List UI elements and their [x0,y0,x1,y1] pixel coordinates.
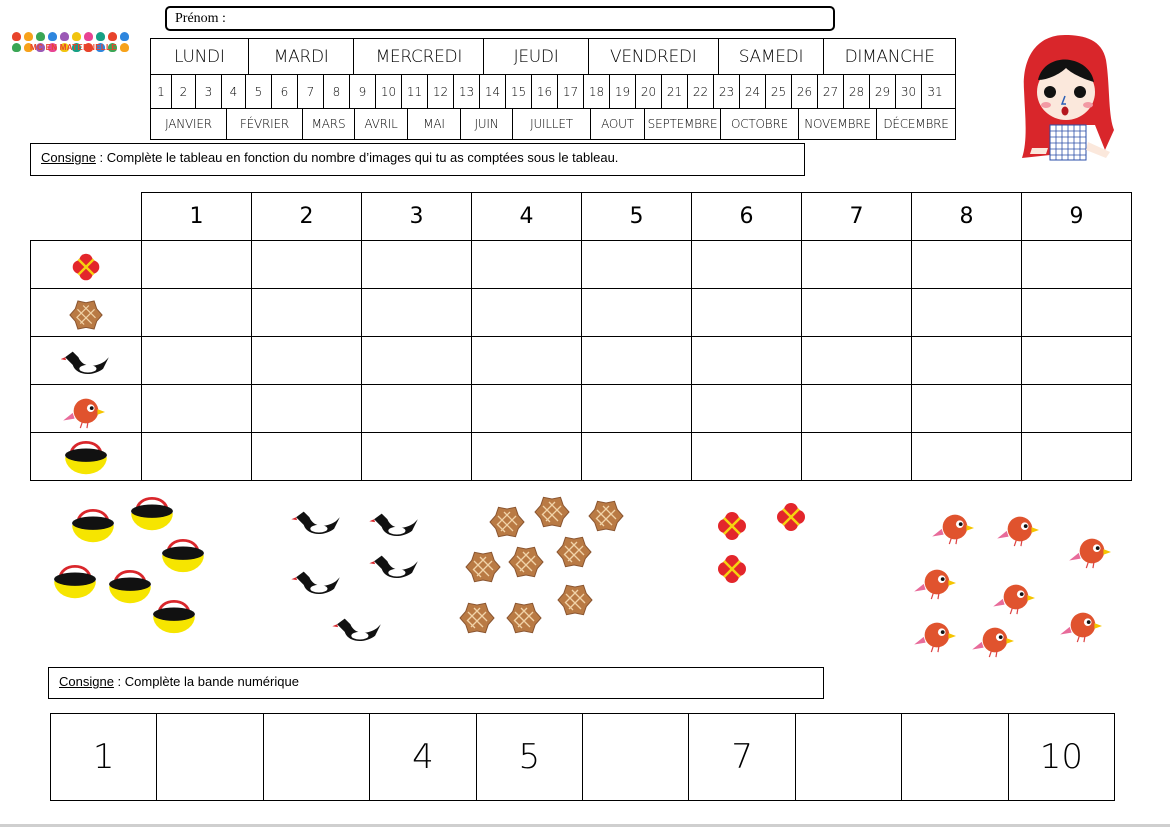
calendar-date: 13 [454,75,480,108]
strip-empty-cell[interactable] [264,714,370,800]
hand-print-icon [48,32,57,41]
column-header: 6 [691,192,802,241]
calendar-months-row [151,109,955,139]
calendar-date: 27 [818,75,844,108]
red-bird-icon [972,628,1014,657]
calendar-day: JEUDI [484,39,589,74]
calendar-date: 3 [196,75,222,108]
answer-cell[interactable] [361,432,472,481]
answer-cell[interactable] [361,288,472,337]
calendar-month: MAI [408,109,461,139]
cookie-icon [558,585,592,614]
answer-cell[interactable] [361,384,472,433]
calendar-date: 29 [870,75,896,108]
row-label [30,240,142,289]
hand-print-icon [60,32,69,41]
row-label [30,336,142,385]
answer-cell[interactable] [1021,384,1132,433]
answer-cell[interactable] [691,288,802,337]
answer-cell[interactable] [911,288,1022,337]
calendar-month: AOUT [591,109,645,139]
magpie-bird-icon [369,556,417,578]
answer-cell[interactable] [361,240,472,289]
calendar-date: 16 [532,75,558,108]
answer-cell[interactable] [141,240,252,289]
magpie-bird-icon [369,514,417,536]
calendar-date: 6 [272,75,298,108]
calendar-date: 12 [428,75,454,108]
cookie-icon [460,603,494,632]
calendar-date: 19 [610,75,636,108]
calendar-month: FÉVRIER [227,109,303,139]
calendar-day: MERCREDI [354,39,484,74]
yellow-basket-icon [162,540,204,572]
baskets-group [54,498,204,633]
calendar-date: 21 [662,75,688,108]
hand-print-icon [12,43,21,52]
red-flower-icon [718,512,746,540]
answer-cell[interactable] [251,336,362,385]
answer-cell[interactable] [141,288,252,337]
calendar-date: 30 [896,75,922,108]
little-red-riding-hood-illustration [1010,30,1120,170]
calendar-day: MARDI [249,39,355,74]
row-label [30,384,142,433]
hand-print-icon [24,32,33,41]
calendar-date: 8 [324,75,350,108]
answer-cell[interactable] [581,288,692,337]
prenom-label: Prénom : [175,11,226,26]
cookies-group [460,497,623,632]
calendar-date: 25 [766,75,792,108]
column-header: 3 [361,192,472,241]
calendar-table [150,38,956,140]
red-bird-icon [932,515,974,544]
yellow-basket-icon [109,571,151,603]
calendar-date: 2 [172,75,196,108]
calendar-date: 1 [151,75,172,108]
answer-cell[interactable] [691,384,802,433]
strip-number-cell: 1 [51,714,157,800]
cookie-icon [466,552,500,581]
strip-empty-cell[interactable] [902,714,1008,800]
hand-print-icon [96,32,105,41]
answer-cell[interactable] [691,240,802,289]
calendar-numbers-row [151,75,955,109]
answer-cell[interactable] [801,384,912,433]
column-header: 8 [911,192,1022,241]
answer-cell[interactable] [691,432,802,481]
magpie-bird-icon [61,339,111,383]
consigne-label: Consigne [41,150,96,165]
yellow-basket-icon [54,566,96,598]
strip-number-cell: 7 [689,714,795,800]
mc-en-maternelle-logo [12,32,130,70]
prenom-field[interactable] [165,6,835,31]
calendar-date: 23 [714,75,740,108]
consigne-bande [48,667,824,699]
answer-cell[interactable] [911,432,1022,481]
calendar-day: SAMEDI [719,39,825,74]
hand-print-icon [72,32,81,41]
column-header: 2 [251,192,362,241]
red-flower-icon [61,243,111,287]
cookie-icon [490,507,524,536]
column-header: 4 [471,192,582,241]
calendar-date: 11 [402,75,428,108]
yellow-basket-icon [61,435,111,479]
cookie-icon [509,547,543,576]
calendar-month: NOVEMBRE [799,109,877,139]
answer-cell[interactable] [141,336,252,385]
answer-cell[interactable] [251,240,362,289]
yellow-basket-icon [153,601,195,633]
red-bird-icon [61,387,111,431]
answer-cell[interactable] [801,432,912,481]
answer-cell[interactable] [1021,432,1132,481]
calendar-date: 9 [350,75,376,108]
cookie-icon [507,603,541,632]
flowers-group [718,503,805,583]
answer-cell[interactable] [471,336,582,385]
calendar-date: 18 [584,75,610,108]
hand-print-icon [84,32,93,41]
column-header: 7 [801,192,912,241]
answer-cell[interactable] [251,288,362,337]
hand-print-icon [36,32,45,41]
calendar-month: JUILLET [513,109,591,139]
answer-cell[interactable] [581,432,692,481]
calendar-month: SEPTEMBRE [645,109,721,139]
cookie-icon [557,537,591,566]
answer-cell[interactable] [141,384,252,433]
calendar-month: OCTOBRE [721,109,799,139]
red-bird-icon [997,517,1039,546]
red-flower-icon [718,555,746,583]
red-bird-icon [914,623,956,652]
consigne-tableau [30,143,805,176]
yellow-basket-icon [131,498,173,530]
column-header: 5 [581,192,692,241]
answer-cell[interactable] [581,336,692,385]
red-bird-icon [1060,613,1102,642]
red-bird-icon [914,570,956,599]
answer-cell[interactable] [471,240,582,289]
red-bird-icon [993,585,1035,614]
answer-cell[interactable] [801,240,912,289]
cookie-icon [61,291,111,335]
calendar-date: 31 [927,84,943,99]
calendar-date: 22 [688,75,714,108]
counting-table [30,192,1132,481]
magpie-bird-icon [291,572,339,594]
red-bird-icon [1069,539,1111,568]
row-label [30,288,142,337]
answer-cell[interactable] [141,432,252,481]
magpie-bird-icon [332,619,380,641]
strip-number-cell: 4 [370,714,476,800]
answer-cell[interactable] [361,336,472,385]
answer-cell[interactable] [691,336,802,385]
yellow-basket-icon [72,510,114,542]
strip-number-cell: 10 [1039,737,1083,777]
hand-print-icon [120,43,129,52]
calendar-day: DIMANCHE [844,46,935,67]
calendar-date: 15 [506,75,532,108]
column-header: 9 [1021,192,1132,241]
answer-cell[interactable] [911,240,1022,289]
strip-empty-cell[interactable] [583,714,689,800]
answer-cell[interactable] [471,288,582,337]
calendar-date: 20 [636,75,662,108]
calendar-day: VENDREDI [589,39,719,74]
hand-print-icon [108,32,117,41]
calendar-month: DÉCEMBRE [883,117,949,131]
red-flower-icon [777,503,805,531]
strip-number-cell: 5 [477,714,583,800]
calendar-month: JUIN [461,109,513,139]
strip-empty-cell[interactable] [157,714,263,800]
pictures-to-count [0,485,1170,665]
calendar-date: 5 [246,75,272,108]
calendar-date: 24 [740,75,766,108]
calendar-date: 14 [480,75,506,108]
cookie-icon [589,501,623,530]
calendar-day: LUNDI [151,39,249,74]
answer-cell[interactable] [801,288,912,337]
answer-cell[interactable] [1021,240,1132,289]
answer-cell[interactable] [801,336,912,385]
cookie-icon [535,497,569,526]
consigne-text: : Complète le tableau en fonction du nombre d’images qui tu as comptées sous le tableau. [95,150,619,165]
answer-cell[interactable] [251,432,362,481]
calendar-month: MARS [303,109,355,139]
calendar-days-row [151,39,955,75]
column-header: 1 [141,192,252,241]
calendar-month: JANVIER [151,109,227,139]
calendar-month: AVRIL [355,109,408,139]
calendar-date: 4 [222,75,246,108]
number-strip [50,713,1115,801]
calendar-date: 26 [792,75,818,108]
red-birds-group [914,515,1111,657]
consigne-text: : Complète la bande numérique [113,674,299,689]
answer-cell[interactable] [471,432,582,481]
logo-text: MC EN MATERNELLE [30,43,117,52]
answer-cell[interactable] [911,336,1022,385]
answer-cell[interactable] [911,384,1022,433]
calendar-date: 28 [844,75,870,108]
answer-cell[interactable] [251,384,362,433]
consigne-label: Consigne [59,674,114,689]
magpies-group [291,512,417,641]
answer-cell[interactable] [1021,288,1132,337]
calendar-date: 10 [376,75,402,108]
row-label [30,432,142,481]
strip-empty-cell[interactable] [796,714,902,800]
answer-cell[interactable] [581,384,692,433]
calendar-date: 7 [298,75,324,108]
answer-cell[interactable] [471,384,582,433]
hand-print-icon [120,32,129,41]
calendar-date: 17 [558,75,584,108]
answer-cell[interactable] [581,240,692,289]
hand-print-icon [12,32,21,41]
answer-cell[interactable] [1021,336,1132,385]
magpie-bird-icon [291,512,339,534]
